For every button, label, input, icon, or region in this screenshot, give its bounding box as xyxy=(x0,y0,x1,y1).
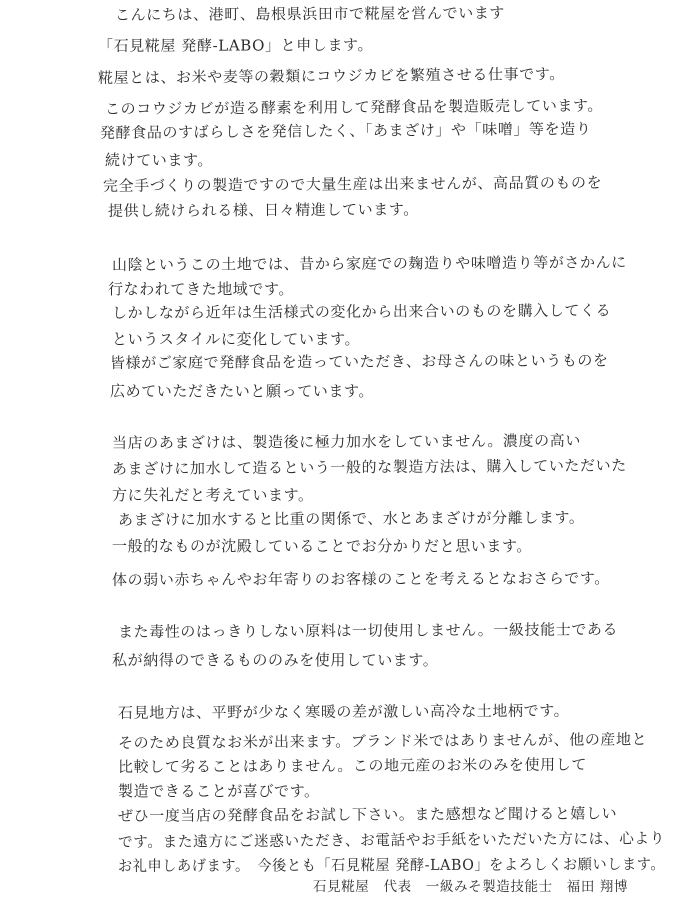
letter-line: 方に失礼だと考えています。 xyxy=(112,486,314,504)
letter-line: 行なわれてきた地域です。 xyxy=(108,280,295,298)
letter-line: このコウジカビが造る酵素を利用して発酵食品を製造販売しています。 xyxy=(104,96,604,118)
letter-line: 石見地方は、平野が少なく寒暖の差が激しい高冷な土地柄です。 xyxy=(117,701,570,722)
letter-line: 広めていただきたいと願っています。 xyxy=(110,382,375,400)
letter-line: あまざけに加水すると比重の関係で、水とあまざけが分離します。 xyxy=(117,508,585,529)
letter-line: お礼申しあげます。 今後とも「石見糀屋 発酵-LABO」をよろしくお願いします。 xyxy=(117,855,666,875)
letter-line: というスタイルに変化しています。 xyxy=(112,330,361,348)
letter-line: 完全手づくりの製造ですので大量生産は出来ませんが、高品質のものを xyxy=(102,173,603,195)
letter-line: 比較して劣ることはありません。この地元産のお米のみを使用して xyxy=(117,755,587,776)
letter-line: 山陰というこの土地では、昔から家庭での麹造りや味噌造り等がさかんに xyxy=(111,253,627,274)
letter-line: 私が納得のできるもののみを使用しています。 xyxy=(112,651,439,669)
letter-line: こんにちは、港町、島根県浜田市で糀屋を営んでいます xyxy=(114,3,506,24)
letter-line: また毒性のはっきりしない原料は一切使用しません。一級技能士である xyxy=(117,620,619,641)
letter-line: しかしながら近年は生活様式の変化から出来合いのものを購入してくる xyxy=(111,301,612,322)
letter-line: ぜひ一度当店の発酵食品をお試し下さい。また感想など聞けると嬉しい xyxy=(117,804,618,825)
letter-line: あまざけに加水して造るという一般的な製造方法は、購入していただいた xyxy=(111,456,627,478)
letter-line: 続けています。 xyxy=(105,151,214,169)
letter-line: そのため良質なお米が出来ます。ブランド米ではありませんが、他の産地と xyxy=(117,730,648,752)
letter-line: 糀屋とは、お米や麦等の穀類にコウジカビを繁殖させる仕事です。 xyxy=(97,64,565,87)
letter-line: 提供し続けられる様、日々精進しています。 xyxy=(107,200,419,220)
letter-line: 発酵食品のすばらしさを発信したく、「あまざけ」や「味噌」等を造り xyxy=(99,119,592,142)
letter-line: 皆様がご家庭で発酵食品を造っていただき、お母さんの味というものを xyxy=(109,351,609,372)
letter-line: です。また遠方にご迷惑いただき、お電話やお手紙をいただいた方には、心より xyxy=(117,829,665,851)
letter-line: 製造できることが喜びです。 xyxy=(118,782,320,800)
letter-line: 一般的なものが沈殿していることでお分かりだと思います。 xyxy=(112,537,533,555)
letter-line: 当店のあまざけは、製造後に極力加水をしていません。濃度の高い xyxy=(111,431,581,452)
letter-line: 「石見糀屋 発酵-LABO」と申します。 xyxy=(97,36,374,55)
signature: 石見糀屋 代表 一級みそ製造技能士 福田 翔博 xyxy=(313,879,629,895)
letter-line: 体の弱い赤ちゃんやお年寄りのお客様のことを考えるとなおさらです。 xyxy=(111,569,610,589)
